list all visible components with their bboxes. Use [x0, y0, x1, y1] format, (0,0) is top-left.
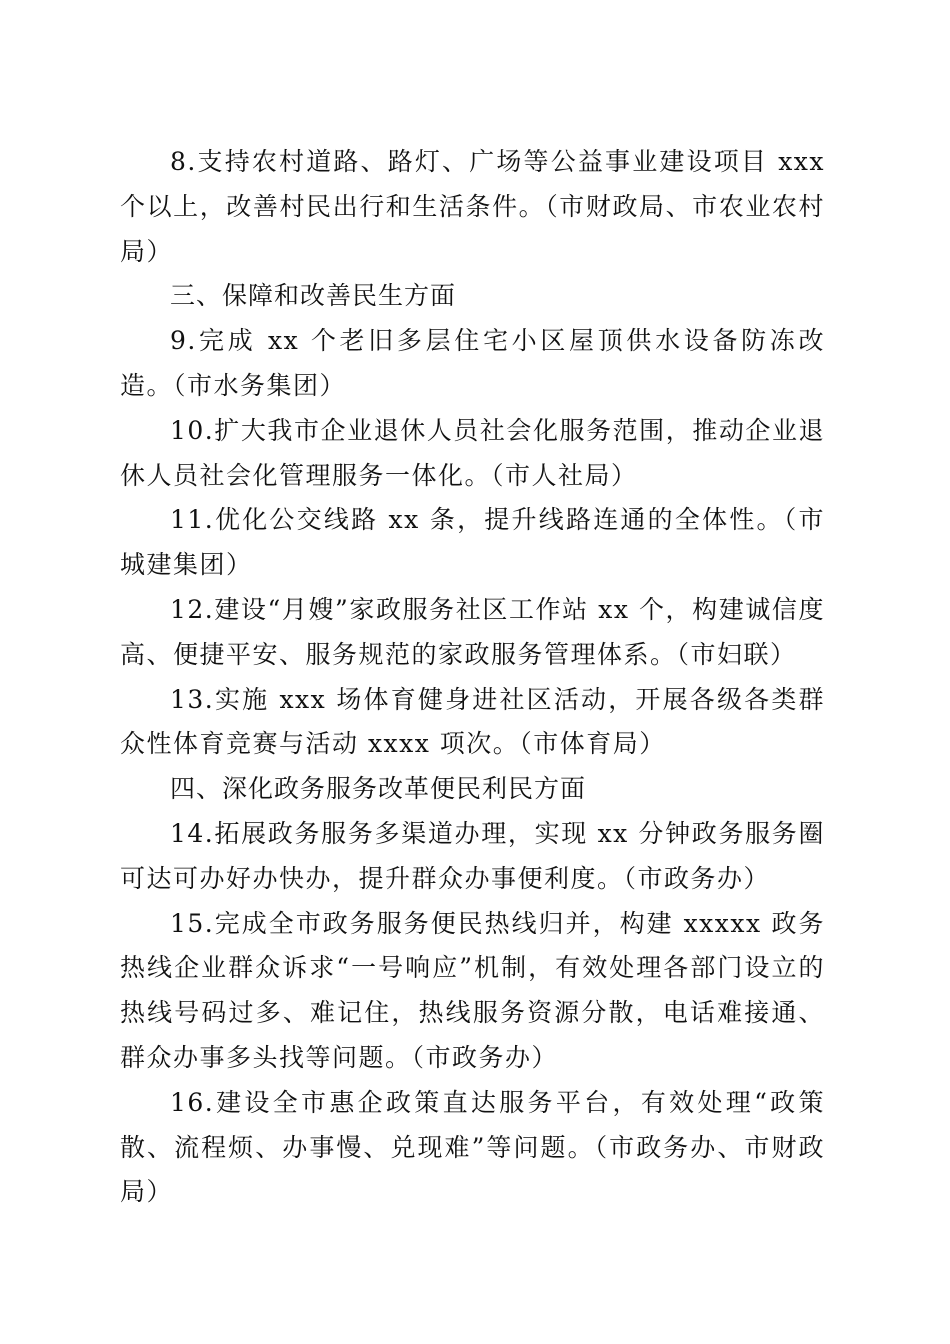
item-11-paragraph: 11.优化公交线路 xx 条，提升线路连通的全体性。（市城建集团）: [120, 505, 825, 580]
item-9-paragraph: 9.完成 xx 个老旧多层住宅小区屋顶供水设备防冻改造。（市水务集团）: [120, 326, 825, 400]
item-8-paragraph: 8.支持农村道路、路灯、广场等公益事业建设项目 xxx 个以上，改善村民出行和生活条件。（市财政局、市农业农村局）: [120, 147, 825, 266]
section-three-heading: 三、保障和改善民生方面: [170, 281, 457, 311]
item-12-paragraph: 12.建设“月嫂”家政服务社区工作站 xx 个，构建诚信度高、便捷平安、服务规范的家政服务管理体系。（市妇联）: [120, 594, 825, 669]
item-14-paragraph: 14.拓展政务服务多渠道办理，实现 xx 分钟政务服务圈可达可办好办快办，提升群众办事便利度。（市政务办）: [120, 818, 825, 893]
item-10-paragraph: 10.扩大我市企业退休人员社会化服务范围，推动企业退休人员社会化管理服务一体化。（市人社局）: [120, 415, 825, 490]
section-four-heading: 四、深化政务服务改革便民利民方面: [170, 774, 587, 804]
document-body: [120, 140, 825, 1215]
item-16-paragraph: 16.建设全市惠企政策直达服务平台，有效处理“政策散、流程烦、办事慢、兑现难”等问题。（市政务办、市财政局）: [120, 1087, 825, 1207]
item-15-paragraph: 15.完成全市政务服务便民热线归并，构建 xxxxx 政务热线企业群众诉求“一号响应”机制，有效处理各部门设立的热线号码过多、难记住，热线服务资源分散，电话难接通、群众办事多头找等问题。（市政务办）: [120, 908, 825, 1072]
item-13-paragraph: 13.实施 xxx 场体育健身进社区活动，开展各级各类群众性体育竞赛与活动 xxxx 项次。（市体育局）: [120, 684, 825, 759]
